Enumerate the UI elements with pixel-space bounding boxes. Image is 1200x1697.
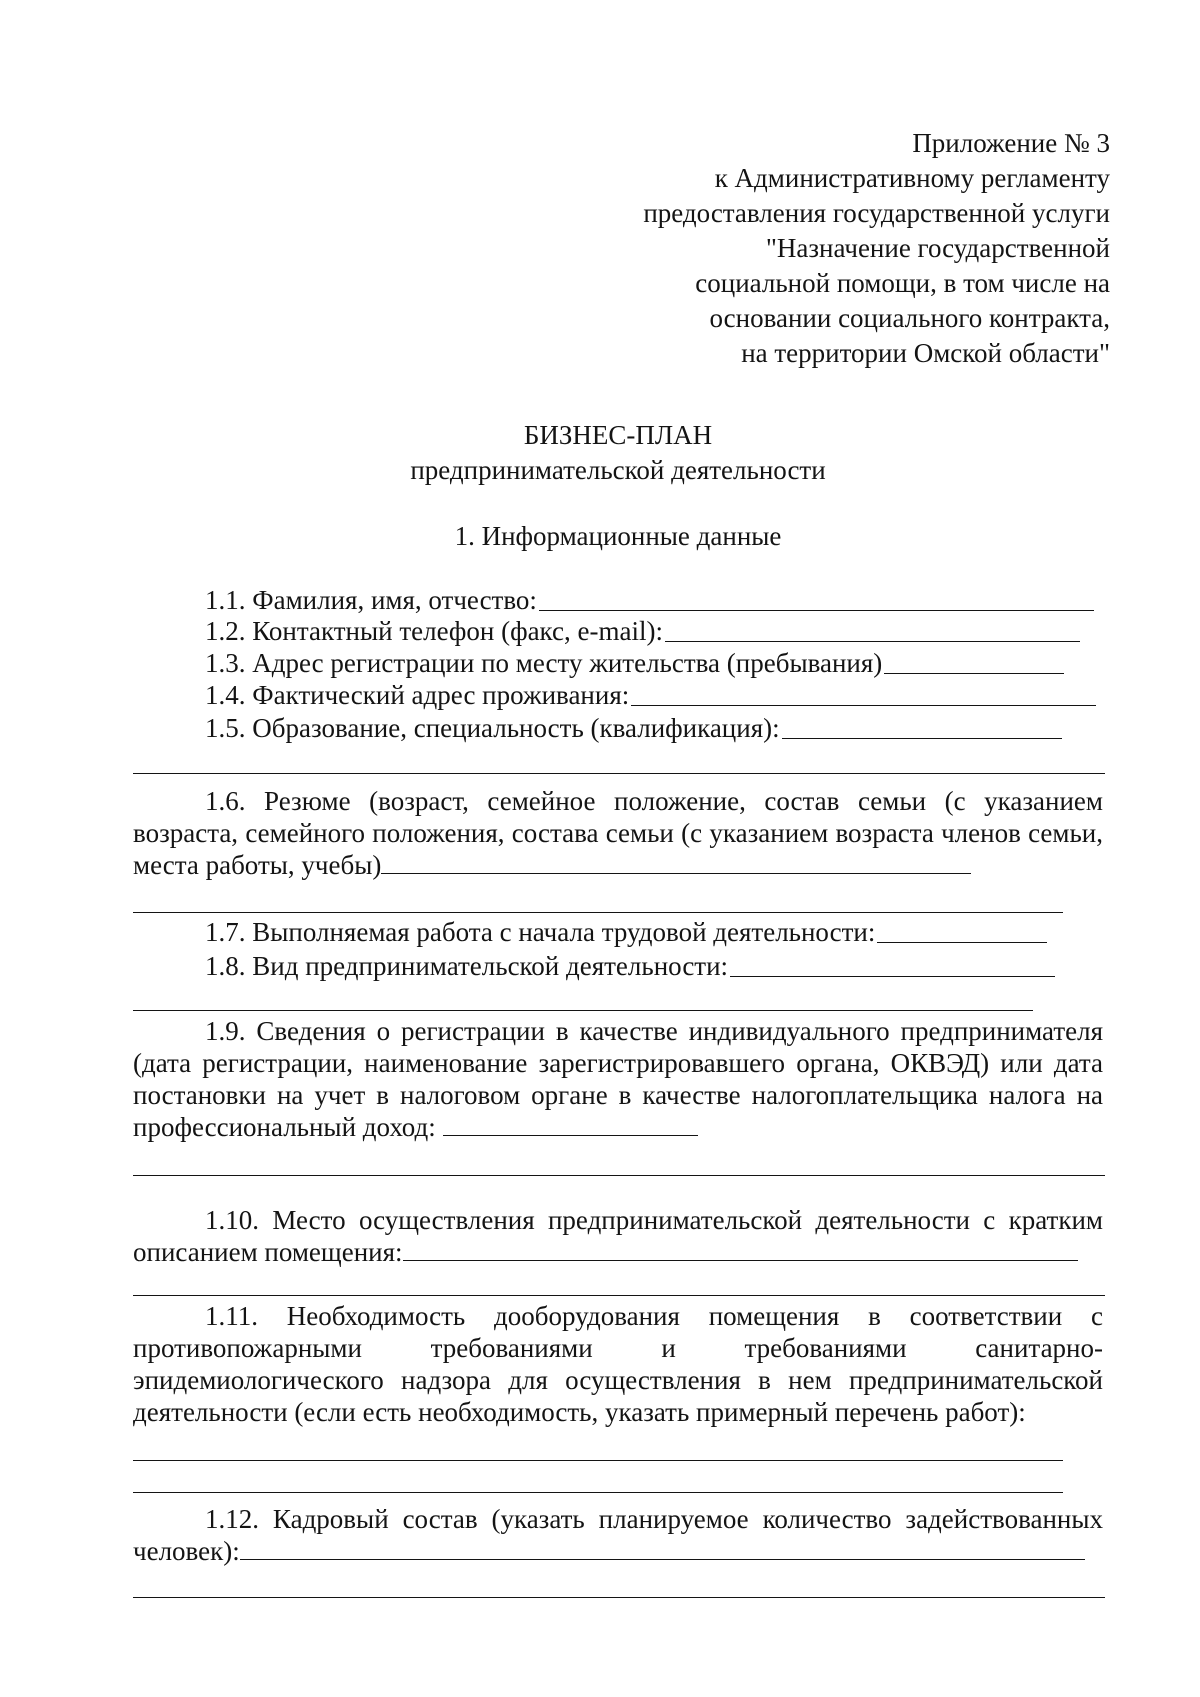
business-location-blank[interactable] [403,1238,1078,1261]
appendix-line: Приложение № 3 [912,128,1110,158]
registration-info-extra-line[interactable] [133,1175,1105,1176]
field-row-work-history [205,916,1105,948]
field-row-registration-address [205,647,1105,679]
staffing-extra-line[interactable] [133,1597,1105,1598]
field-label: 1.6. Резюме (возраст, семейное положение, состав семьи (с указанием возраста, семейного положения, состава семьи (с указанием возраста членов семьи, места работы, учебы) [133,786,1103,880]
field-label: 1.12. Кадровый состав (указать планируемое количество задействованных человек): [133,1504,1103,1566]
education-blank[interactable] [782,738,1062,739]
field-row-actual-address [205,679,1105,711]
field-row-business-type [205,950,1105,982]
staffing-blank[interactable] [240,1537,1085,1560]
field-row-contact-phone [205,615,1105,647]
appendix-header [643,126,1110,371]
field-row-education [205,712,1105,744]
work-history-blank[interactable] [877,942,1047,943]
field-label: 1.3. Адрес регистрации по месту жительства (пребывания) [205,648,883,678]
field-label: 1.7. Выполняемая работа с начала трудовой деятельности: [205,917,876,947]
field-label: 1.9. Сведения о регистрации в качестве индивидуального предпринимателя (дата регистрации, наименование зарегистрировавшего органа, ОКВЭД) или дата постановки на учет в налоговом органе в качестве налогоплательщика налога на профессиональный доход: [133,1016,1103,1142]
field-label: 1.10. Место осуществления предпринимательской деятельности с кратким описанием помещения: [133,1205,1103,1267]
field-label: 1.4. Фактический адрес проживания: [205,680,630,710]
appendix-line: основании социального контракта, [709,303,1110,333]
field-paragraph-staffing [133,1503,1103,1567]
field-label: 1.1. Фамилия, имя, отчество: [205,585,537,615]
document-subtitle: предпринимательской деятельности [410,455,826,485]
business-type-blank[interactable] [730,976,1055,977]
section-title: 1. Информационные данные [454,521,782,551]
registration-address-blank[interactable] [884,673,1064,674]
resume-extra-line[interactable] [133,912,1063,913]
appendix-line: "Назначение государственной [765,233,1110,263]
education-extra-line[interactable] [133,773,1105,774]
field-label: 1.8. Вид предпринимательской деятельности: [205,951,729,981]
premises-equipment-line-2[interactable] [133,1492,1063,1493]
appendix-line: социальной помощи, в том числе на [695,268,1110,298]
premises-equipment-line-1[interactable] [133,1460,1063,1461]
field-label: 1.5. Образование, специальность (квалификация): [205,713,780,743]
resume-blank[interactable] [381,851,971,874]
field-paragraph-premises-equipment [133,1300,1103,1428]
field-paragraph-resume [133,785,1103,881]
contact-phone-blank[interactable] [665,641,1080,642]
field-paragraph-business-location [133,1204,1103,1268]
business-location-extra-line[interactable] [133,1295,1105,1296]
field-paragraph-registration-info [133,1015,1103,1143]
field-row-full-name [205,584,1105,616]
business-type-extra-line[interactable] [133,1010,1033,1011]
appendix-line: к Административному регламенту [714,163,1110,193]
registration-info-blank[interactable] [443,1113,698,1136]
document-title: БИЗНЕС-ПЛАН [523,420,713,450]
full-name-blank[interactable] [539,610,1094,611]
appendix-line: на территории Омской области" [741,338,1110,368]
actual-address-blank[interactable] [631,705,1096,706]
field-label: 1.2. Контактный телефон (факс, e-mail): [205,616,663,646]
appendix-line: предоставления государственной услуги [643,198,1110,228]
field-label: 1.11. Необходимость дооборудования помещения в соответствии с противопожарными требованиями и требованиями санитарно-эпидемиологического надзора для осуществления в нем предпринимательской деятельности (если есть необходимость, указать примерный перечень работ): [133,1301,1103,1427]
